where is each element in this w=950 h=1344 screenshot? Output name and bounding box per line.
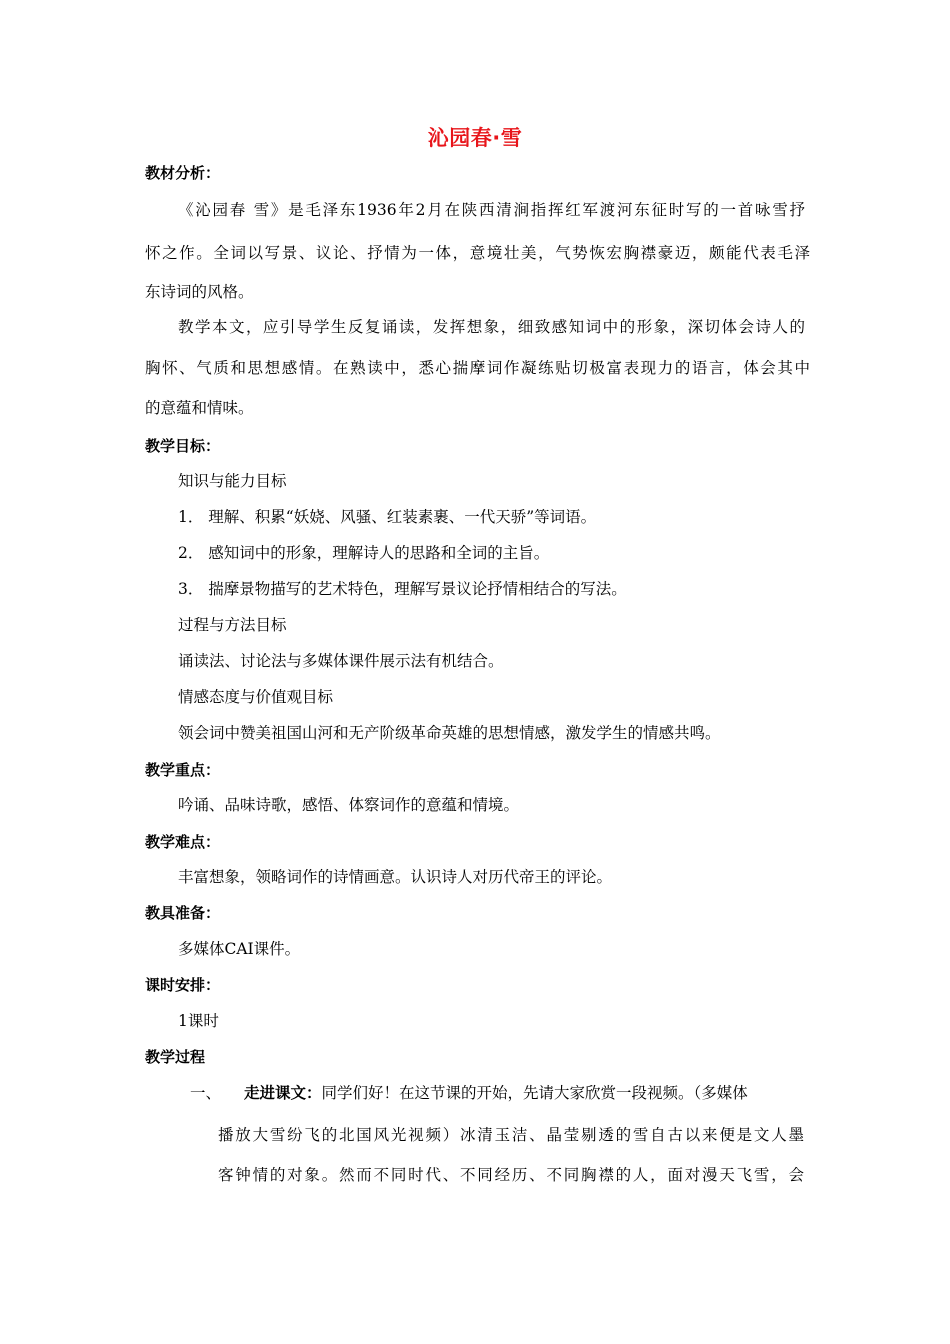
document-title: 沁园春·雪 [427,126,523,150]
section-heading-material-analysis: 教材分析： [145,164,221,182]
section-heading-difficulties: 教学难点： [145,833,221,851]
section-heading-teaching-goals: 教学目标： [145,437,221,455]
paragraph-line: 《沁园春 雪》是毛泽东1936年2月在陕西清涧指挥红军渡河东征时写的一首咏雪抒 [178,201,805,219]
subheading: 知识与能力目标 [178,472,287,490]
paragraph-line: 怀之作。全词以写景、议论、抒情为一体，意境壮美，气势恢宏胸襟豪迈，颇能代表毛泽 [145,244,810,262]
step-first-line [244,1083,804,1103]
paragraph-line: 胸怀、气质和思想感情。在熟读中，悉心揣摩词作凝练贴切极富表现力的语言，体会其中 [145,359,810,377]
section-heading-teaching-aids: 教具准备： [145,904,221,922]
section-heading-schedule: 课时安排： [145,976,221,994]
list-item: 3． 揣摩景物描写的艺术特色，理解写景议论抒情相结合的写法。 [178,580,627,598]
paragraph-line: 教学本文，应引导学生反复诵读，发挥想象，细致感知词中的形象，深切体会诗人的 [178,318,805,336]
list-item: 2． 感知词中的形象，理解诗人的思路和全词的主旨。 [178,544,550,562]
paragraph-line: 丰富想象，领略词作的诗情画意。认识诗人对历代帝王的评论。 [178,868,613,886]
paragraph-line: 1课时 [178,1012,219,1030]
step-label: 走进课文： [244,1084,322,1102]
list-item: 1． 理解、积累“妖娆、风骚、红装素裹、一代天骄”等词语。 [178,508,597,526]
paragraph-line: 东诗词的风格。 [145,283,254,301]
section-heading-key-points: 教学重点： [145,761,221,779]
section-heading-teaching-process: 教学过程 [145,1048,206,1066]
paragraph-line: 的意蕴和情味。 [145,399,254,417]
paragraph-line: 吟诵、品味诗歌，感悟、体察词作的意蕴和情境。 [178,796,520,814]
paragraph-line: 客钟情的对象。然而不同时代、不同经历、不同胸襟的人，面对漫天飞雪，会 [218,1166,804,1184]
subheading: 过程与方法目标 [178,616,287,634]
subheading: 情感态度与价值观目标 [178,688,334,706]
paragraph-line: 多媒体CAI课件。 [178,940,301,958]
paragraph-line: 诵读法、讨论法与多媒体课件展示法有机结合。 [178,652,504,670]
paragraph-line: 领会词中赞美祖国山河和无产阶级革命英雄的思想情感，激发学生的情感共鸣。 [178,724,721,742]
step-number: 一、 [190,1084,222,1102]
paragraph-line: 播放大雪纷飞的北国风光视频）冰清玉洁、晶莹剔透的雪自古以来便是文人墨 [218,1126,804,1144]
step-text: 同学们好！在这节课的开始，先请大家欣赏一段视频。（多媒体 [321,1084,748,1102]
